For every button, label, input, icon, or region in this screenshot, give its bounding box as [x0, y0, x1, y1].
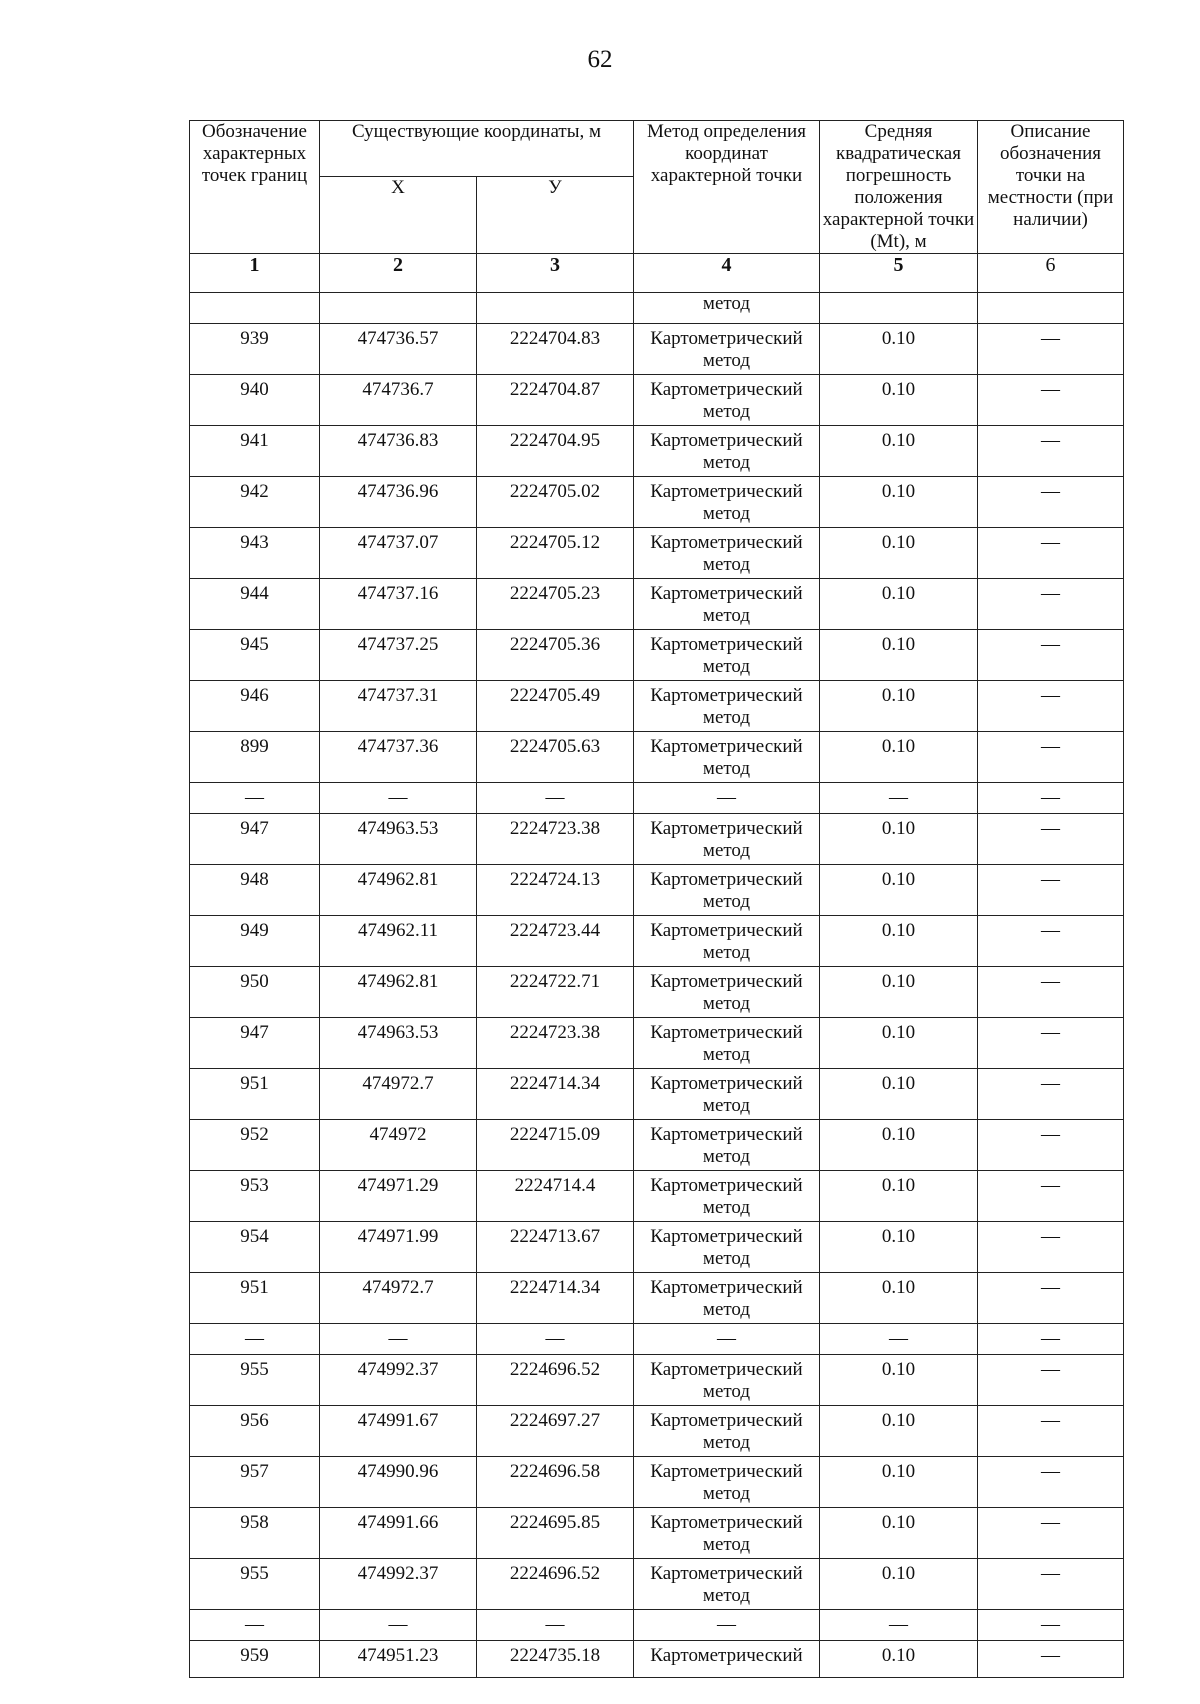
method-cell	[634, 814, 820, 865]
description-cell: —	[978, 477, 1124, 528]
x-cell: 474992.37	[320, 1355, 477, 1406]
method-cell	[634, 1457, 820, 1508]
method-line2: метод	[702, 1197, 751, 1218]
method-line2: метод	[702, 707, 751, 728]
point-id-cell: 947	[190, 814, 320, 865]
dash-cell: —	[190, 783, 320, 814]
error-cell: 0.10	[820, 1355, 978, 1406]
method-line1: Картометрический	[650, 532, 803, 553]
y-cell: 2224714.34	[477, 1273, 634, 1324]
method-cell	[634, 375, 820, 426]
method-line2: метод	[702, 1585, 751, 1606]
error-cell: 0.10	[820, 1222, 978, 1273]
table-row	[190, 630, 1124, 681]
table-row	[190, 1120, 1124, 1171]
dash-cell: —	[477, 1610, 634, 1641]
method-line1: Картометрический	[650, 1563, 803, 1584]
y-cell: 2224705.12	[477, 528, 634, 579]
y-cell: 2224714.4	[477, 1171, 634, 1222]
separator-row	[190, 1610, 1124, 1641]
column-number: 6	[978, 254, 1124, 293]
dash-cell: —	[978, 1610, 1124, 1641]
x-cell: 474991.67	[320, 1406, 477, 1457]
error-cell: 0.10	[820, 1120, 978, 1171]
y-cell: 2224696.58	[477, 1457, 634, 1508]
table-row	[190, 426, 1124, 477]
table-row	[190, 1069, 1124, 1120]
description-cell: —	[978, 1508, 1124, 1559]
y-cell: 2224697.27	[477, 1406, 634, 1457]
method-cell	[634, 967, 820, 1018]
method-cell	[634, 1273, 820, 1324]
x-cell: 474963.53	[320, 814, 477, 865]
x-cell: 474737.16	[320, 579, 477, 630]
table-row	[190, 1641, 1124, 1678]
point-id-cell: 954	[190, 1222, 320, 1273]
table-row	[190, 528, 1124, 579]
y-cell: 2224723.44	[477, 916, 634, 967]
method-line1: Картометрический	[650, 818, 803, 839]
description-cell: —	[978, 1222, 1124, 1273]
description-cell: —	[978, 814, 1124, 865]
table-row	[190, 1018, 1124, 1069]
error-cell: 0.10	[820, 1508, 978, 1559]
y-cell: 2224696.52	[477, 1559, 634, 1610]
x-cell: 474972.7	[320, 1069, 477, 1120]
x-cell: 474737.25	[320, 630, 477, 681]
description-cell: —	[978, 681, 1124, 732]
page-number: 62	[587, 46, 613, 73]
column-number: 5	[820, 254, 978, 293]
description-cell: —	[978, 1406, 1124, 1457]
point-id-cell: 953	[190, 1171, 320, 1222]
description-cell: —	[978, 375, 1124, 426]
description-cell: —	[978, 1018, 1124, 1069]
method-cell	[634, 324, 820, 375]
point-id-cell: 949	[190, 916, 320, 967]
point-id-cell: 951	[190, 1069, 320, 1120]
method-line2: метод	[702, 1483, 751, 1504]
x-cell: 474990.96	[320, 1457, 477, 1508]
method-line2: метод	[702, 993, 751, 1014]
description-cell: —	[978, 426, 1124, 477]
method-cell	[634, 1406, 820, 1457]
description-cell: —	[978, 1641, 1124, 1678]
table-row	[190, 1508, 1124, 1559]
error-cell: 0.10	[820, 1406, 978, 1457]
description-cell: —	[978, 1559, 1124, 1610]
method-cell: метод	[634, 293, 820, 324]
dash-cell: —	[477, 783, 634, 814]
method-cell	[634, 1018, 820, 1069]
column-numbers-row	[190, 254, 1124, 293]
header-description: Описание обозначения точки на местности (при наличии)	[978, 121, 1124, 254]
method-cell	[634, 630, 820, 681]
method-line2: метод	[702, 554, 751, 575]
point-id-cell: 941	[190, 426, 320, 477]
method-line2: метод	[702, 891, 751, 912]
dash-cell: —	[978, 783, 1124, 814]
description-cell: —	[978, 865, 1124, 916]
description-cell: —	[978, 1273, 1124, 1324]
header-coordinates: Существующие координаты, м	[320, 121, 634, 177]
table-row	[190, 1273, 1124, 1324]
table-row	[190, 579, 1124, 630]
method-line1: Картометрический	[650, 583, 803, 604]
separator-row	[190, 1324, 1124, 1355]
point-id-cell: 951	[190, 1273, 320, 1324]
method-line1: Картометрический	[650, 1175, 803, 1196]
error-cell: 0.10	[820, 1018, 978, 1069]
point-id-cell: 942	[190, 477, 320, 528]
dash-cell: —	[820, 1324, 978, 1355]
y-cell: 2224705.02	[477, 477, 634, 528]
error-cell: 0.10	[820, 528, 978, 579]
method-cell	[634, 1171, 820, 1222]
method-line1: Картометрический	[650, 634, 803, 655]
table-row	[190, 967, 1124, 1018]
method-line2: метод	[702, 1248, 751, 1269]
dash-cell: —	[634, 783, 820, 814]
header-point-id: Обозначение характерных точек границ	[190, 121, 320, 254]
method-cell	[634, 1120, 820, 1171]
dash-cell: —	[190, 1324, 320, 1355]
description-cell: —	[978, 1069, 1124, 1120]
method-line2: метод	[702, 942, 751, 963]
x-cell: 474962.81	[320, 967, 477, 1018]
dash-cell: —	[477, 1324, 634, 1355]
method-line1: Картометрический	[650, 328, 803, 349]
method-line1: Картометрический	[650, 1512, 803, 1533]
description-cell: —	[978, 1171, 1124, 1222]
point-id-cell: 950	[190, 967, 320, 1018]
method-line1: Картометрический	[650, 379, 803, 400]
x-cell: 474736.7	[320, 375, 477, 426]
method-line1: Картометрический	[650, 1226, 803, 1247]
point-id-cell: 943	[190, 528, 320, 579]
table-row	[190, 477, 1124, 528]
header-error: Средняя квадратическая погрешность положения характерной точки (Mt), м	[820, 121, 978, 254]
table-row	[190, 732, 1124, 783]
method-line2: метод	[702, 1381, 751, 1402]
method-cell	[634, 1355, 820, 1406]
table-row	[190, 1559, 1124, 1610]
y-cell: 2224715.09	[477, 1120, 634, 1171]
y-cell: 2224713.67	[477, 1222, 634, 1273]
dash-cell: —	[320, 1324, 477, 1355]
method-line2: метод	[702, 350, 751, 371]
method-line2: метод	[702, 656, 751, 677]
description-cell: —	[978, 579, 1124, 630]
y-cell: 2224705.23	[477, 579, 634, 630]
error-cell: 0.10	[820, 814, 978, 865]
column-number: 4	[634, 254, 820, 293]
error-cell: 0.10	[820, 1559, 978, 1610]
y-cell: 2224724.13	[477, 865, 634, 916]
table-row	[190, 375, 1124, 426]
description-cell: —	[978, 916, 1124, 967]
error-cell: 0.10	[820, 477, 978, 528]
method-line1: Картометрический	[650, 1022, 803, 1043]
method-line2: метод	[702, 840, 751, 861]
dash-cell: —	[190, 1610, 320, 1641]
method-line2: метод	[702, 1095, 751, 1116]
method-cell	[634, 477, 820, 528]
point-id-cell: 948	[190, 865, 320, 916]
description-cell: —	[978, 324, 1124, 375]
error-cell: 0.10	[820, 916, 978, 967]
point-id-cell: 959	[190, 1641, 320, 1678]
header-x: Х	[320, 176, 477, 253]
x-cell: 474737.07	[320, 528, 477, 579]
point-id-cell: 958	[190, 1508, 320, 1559]
y-cell: 2224704.95	[477, 426, 634, 477]
point-id-cell: 940	[190, 375, 320, 426]
point-id-cell: 955	[190, 1355, 320, 1406]
point-id-cell: 956	[190, 1406, 320, 1457]
separator-row	[190, 783, 1124, 814]
method-line1: Картометрический	[650, 1124, 803, 1145]
error-cell: 0.10	[820, 375, 978, 426]
table-row	[190, 1457, 1124, 1508]
method-line1: Картометрический	[650, 869, 803, 890]
method-line1: Картометрический	[650, 685, 803, 706]
method-line2: метод	[702, 758, 751, 779]
table-row	[190, 1355, 1124, 1406]
y-cell: 2224704.83	[477, 324, 634, 375]
y-cell: 2224704.87	[477, 375, 634, 426]
description-cell: —	[978, 528, 1124, 579]
x-cell: 474992.37	[320, 1559, 477, 1610]
method-cell	[634, 1069, 820, 1120]
x-cell: 474736.57	[320, 324, 477, 375]
y-cell: 2224695.85	[477, 1508, 634, 1559]
method-line2: метод	[702, 1432, 751, 1453]
dash-cell: —	[320, 1610, 477, 1641]
table-row	[190, 916, 1124, 967]
dash-cell: —	[820, 1610, 978, 1641]
point-id-cell: 945	[190, 630, 320, 681]
method-line2: метод	[702, 1146, 751, 1167]
error-cell: 0.10	[820, 630, 978, 681]
method-cell	[634, 1641, 820, 1678]
header-y: У	[477, 176, 634, 253]
error-cell: 0.10	[820, 732, 978, 783]
dash-cell: —	[978, 1324, 1124, 1355]
method-cell	[634, 1559, 820, 1610]
x-cell: 474737.36	[320, 732, 477, 783]
error-cell: 0.10	[820, 1641, 978, 1678]
method-line1: Картометрический	[650, 1645, 803, 1666]
method-cell	[634, 916, 820, 967]
y-cell: 2224722.71	[477, 967, 634, 1018]
method-line1: Картометрический	[650, 1359, 803, 1380]
table-row	[190, 1222, 1124, 1273]
y-cell: 2224714.34	[477, 1069, 634, 1120]
x-cell: 474971.99	[320, 1222, 477, 1273]
header-method: Метод определения координат характерной точки	[634, 121, 820, 254]
dash-cell: —	[634, 1324, 820, 1355]
table-row	[190, 1406, 1124, 1457]
method-line2: метод	[702, 1044, 751, 1065]
table-row	[190, 814, 1124, 865]
description-cell: —	[978, 967, 1124, 1018]
x-cell: 474737.31	[320, 681, 477, 732]
dash-cell: —	[634, 1610, 820, 1641]
method-line1: Картометрический	[650, 736, 803, 757]
error-cell: 0.10	[820, 967, 978, 1018]
method-line1: Картометрический	[650, 481, 803, 502]
description-cell: —	[978, 630, 1124, 681]
coordinates-table	[189, 120, 1124, 1678]
method-line1: Картометрический	[650, 1461, 803, 1482]
y-cell: 2224705.63	[477, 732, 634, 783]
method-line2: метод	[702, 605, 751, 626]
point-id-cell: 899	[190, 732, 320, 783]
point-id-cell: 944	[190, 579, 320, 630]
description-cell: —	[978, 1457, 1124, 1508]
x-cell: 474951.23	[320, 1641, 477, 1678]
point-id-cell: 947	[190, 1018, 320, 1069]
method-line1: Картометрический	[650, 1277, 803, 1298]
point-id-cell: 955	[190, 1559, 320, 1610]
y-cell: 2224705.36	[477, 630, 634, 681]
x-cell: 474736.96	[320, 477, 477, 528]
x-cell: 474963.53	[320, 1018, 477, 1069]
table-row	[190, 865, 1124, 916]
x-cell: 474962.81	[320, 865, 477, 916]
method-cell	[634, 732, 820, 783]
x-cell: 474962.11	[320, 916, 477, 967]
continuation-row	[190, 293, 1124, 324]
error-cell: 0.10	[820, 865, 978, 916]
method-cell	[634, 1222, 820, 1273]
method-cell	[634, 681, 820, 732]
method-line2: метод	[702, 1299, 751, 1320]
method-cell	[634, 579, 820, 630]
method-line1: Картометрический	[650, 430, 803, 451]
dash-cell: —	[820, 783, 978, 814]
column-number: 3	[477, 254, 634, 293]
point-id-cell: 957	[190, 1457, 320, 1508]
point-id-cell: 952	[190, 1120, 320, 1171]
method-line2: метод	[702, 503, 751, 524]
x-cell: 474972.7	[320, 1273, 477, 1324]
method-line2: метод	[702, 1534, 751, 1555]
x-cell: 474972	[320, 1120, 477, 1171]
error-cell: 0.10	[820, 1171, 978, 1222]
error-cell: 0.10	[820, 1273, 978, 1324]
table-row	[190, 681, 1124, 732]
point-id-cell: 939	[190, 324, 320, 375]
column-number: 2	[320, 254, 477, 293]
x-cell: 474736.83	[320, 426, 477, 477]
description-cell: —	[978, 1120, 1124, 1171]
column-number: 1	[190, 254, 320, 293]
y-cell: 2224723.38	[477, 814, 634, 865]
method-cell	[634, 1508, 820, 1559]
method-line1: Картометрический	[650, 1410, 803, 1431]
method-line1: Картометрический	[650, 971, 803, 992]
method-line2: метод	[702, 401, 751, 422]
x-cell: 474971.29	[320, 1171, 477, 1222]
table-row	[190, 324, 1124, 375]
error-cell: 0.10	[820, 426, 978, 477]
y-cell: 2224705.49	[477, 681, 634, 732]
description-cell: —	[978, 732, 1124, 783]
method-cell	[634, 528, 820, 579]
y-cell: 2224735.18	[477, 1641, 634, 1678]
method-cell	[634, 865, 820, 916]
method-line1: Картометрический	[650, 920, 803, 941]
dash-cell: —	[320, 783, 477, 814]
error-cell: 0.10	[820, 681, 978, 732]
y-cell: 2224723.38	[477, 1018, 634, 1069]
method-line2: метод	[702, 452, 751, 473]
table-row	[190, 1171, 1124, 1222]
y-cell: 2224696.52	[477, 1355, 634, 1406]
error-cell: 0.10	[820, 1069, 978, 1120]
error-cell: 0.10	[820, 324, 978, 375]
error-cell: 0.10	[820, 579, 978, 630]
error-cell: 0.10	[820, 1457, 978, 1508]
method-line1: Картометрический	[650, 1073, 803, 1094]
point-id-cell: 946	[190, 681, 320, 732]
description-cell: —	[978, 1355, 1124, 1406]
method-cell	[634, 426, 820, 477]
x-cell: 474991.66	[320, 1508, 477, 1559]
